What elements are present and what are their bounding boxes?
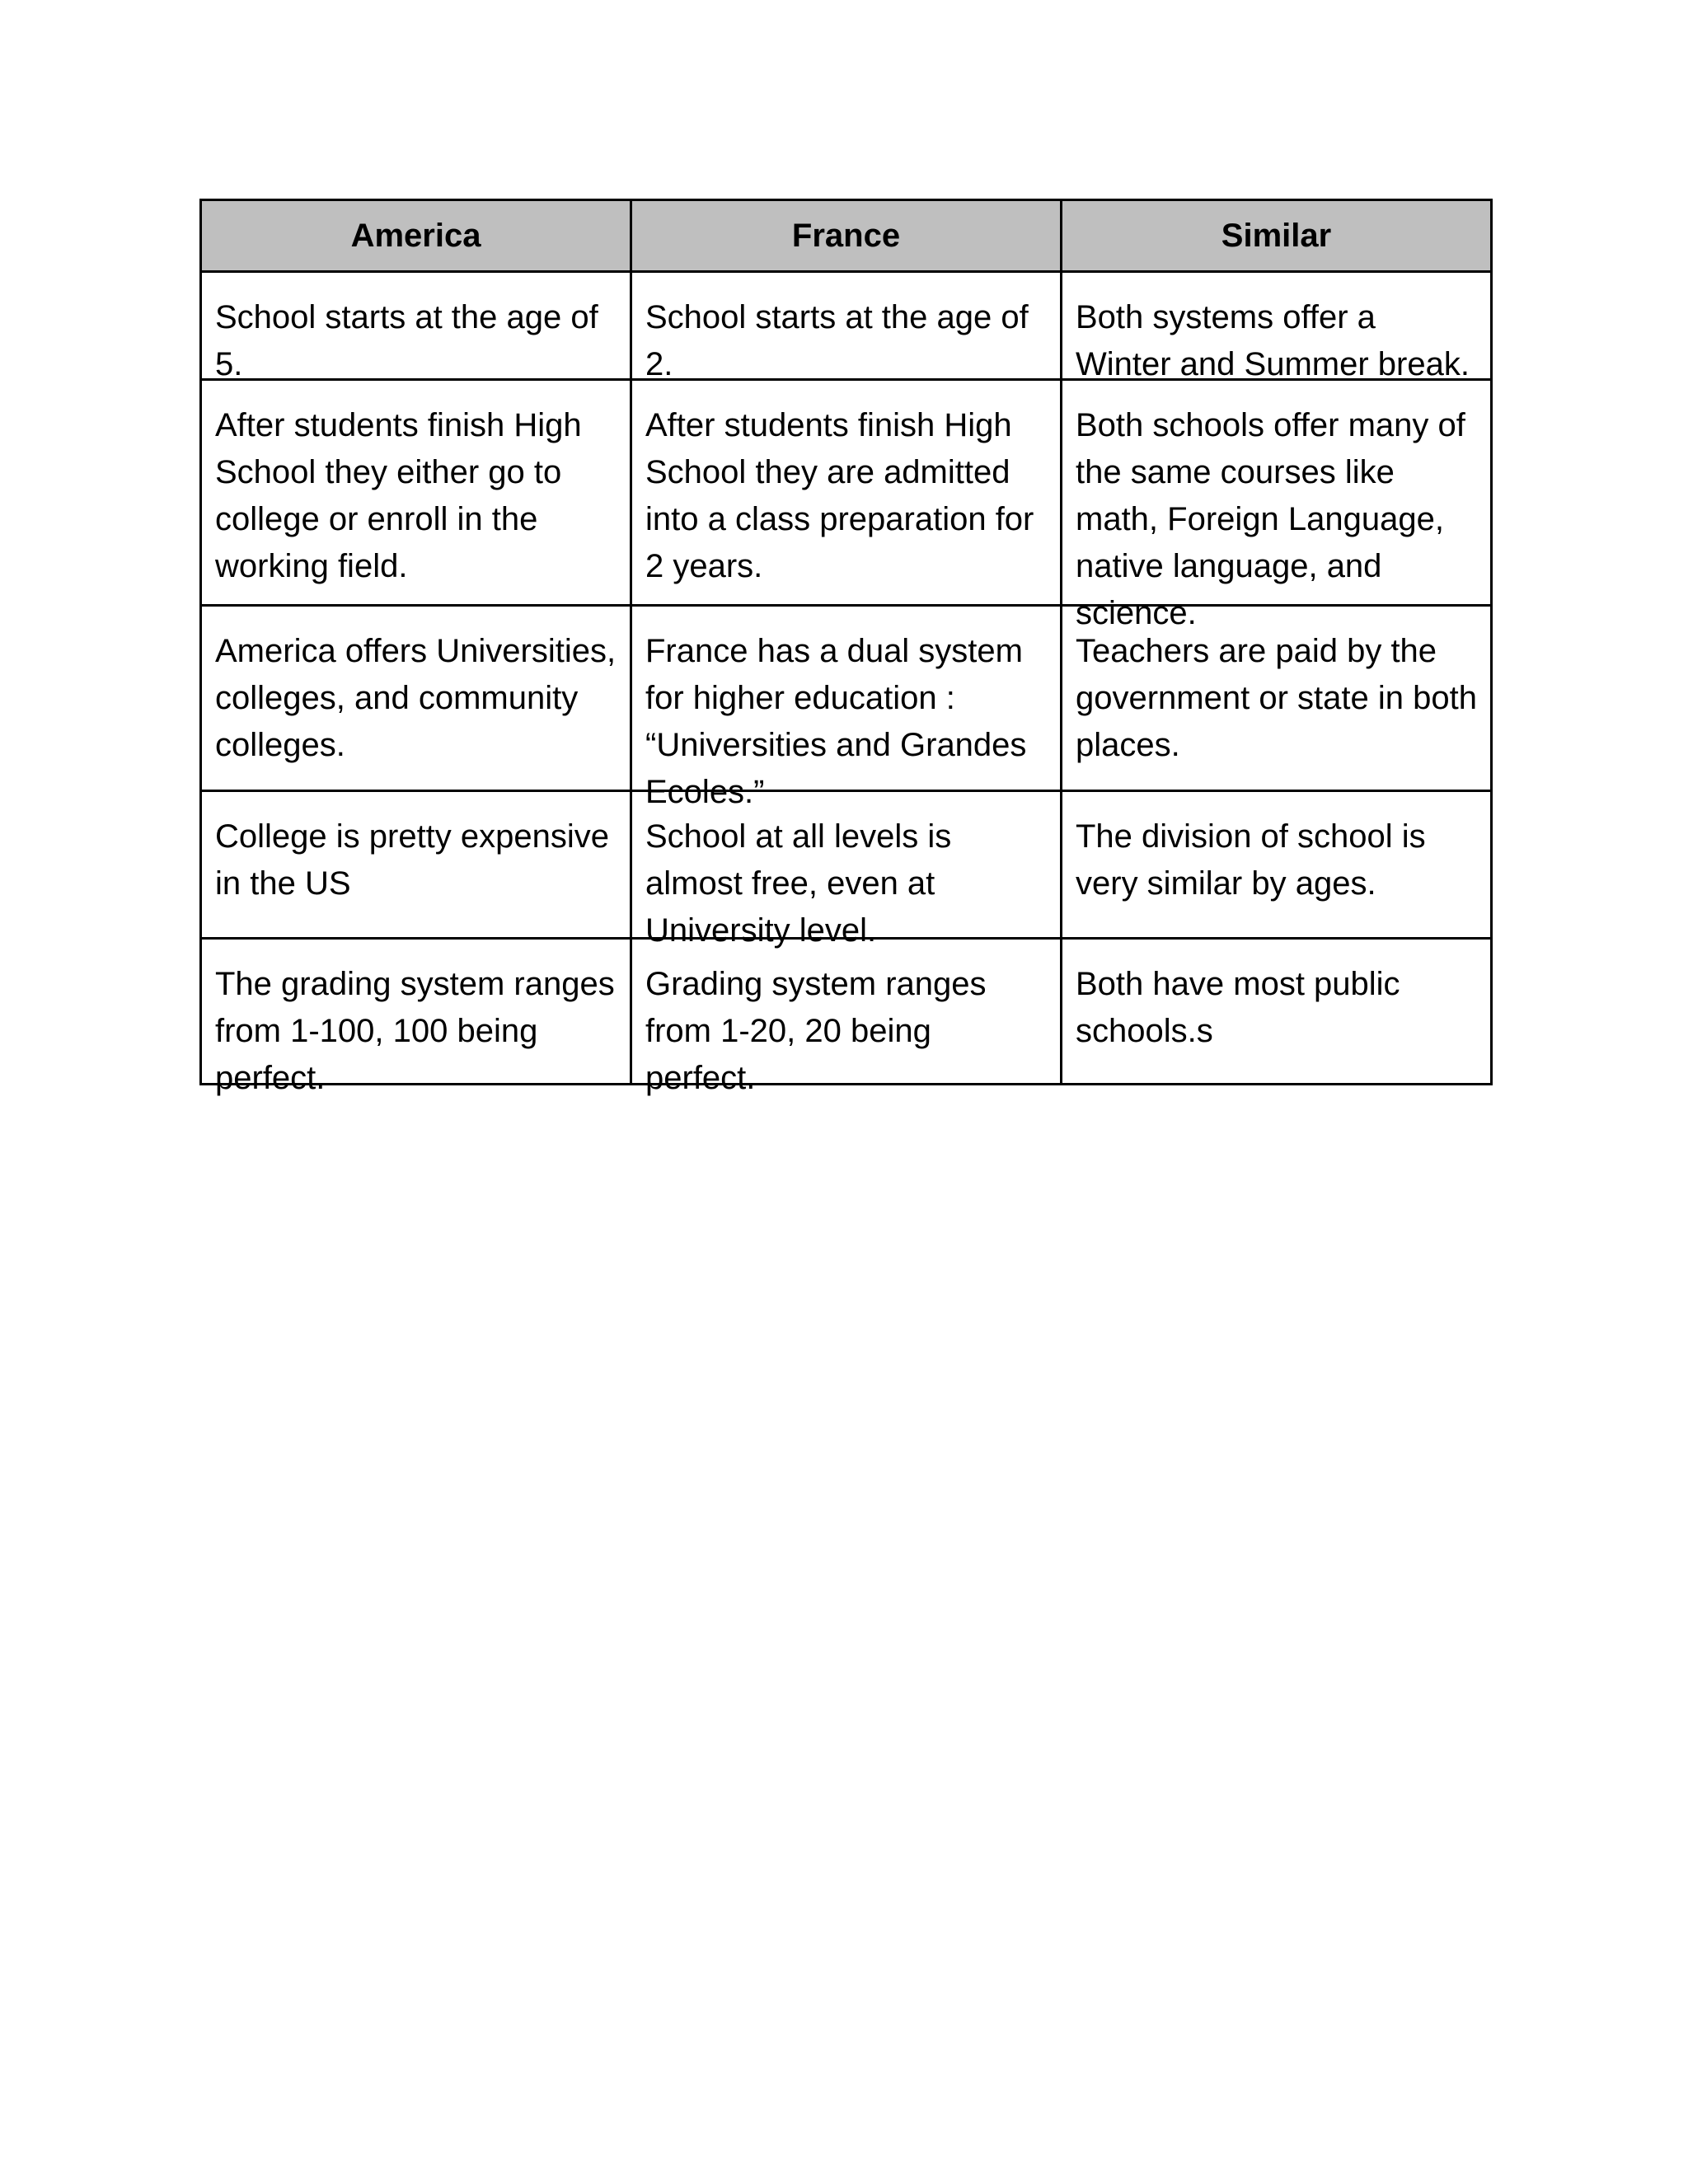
table-cell-america [201, 606, 631, 791]
cell-text: France has a dual system for higher education : “Universities and Grandes Ecoles.” [645, 633, 1027, 810]
cell-text: After students finish High School they are admitted into a class preparation for 2 years. [645, 407, 1034, 584]
table-cell-similar [1062, 791, 1492, 939]
table-cell-america [201, 380, 631, 606]
table-row [201, 939, 1492, 1085]
table-cell-similar [1062, 272, 1492, 380]
table-cell-america [201, 791, 631, 939]
cell-text: After students finish High School they either go to college or enroll in the working field. [215, 407, 582, 584]
table-header-row [201, 200, 1492, 272]
table-cell-france [631, 272, 1062, 380]
table-cell-america [201, 272, 631, 380]
cell-text: The division of school is very similar by ages. [1076, 818, 1426, 902]
cell-text: College is pretty expensive in the US [215, 818, 610, 902]
table-cell-similar [1062, 939, 1492, 1085]
header-america: America [201, 200, 631, 272]
cell-text: Both systems offer a Winter and Summer break. [1076, 299, 1470, 382]
table-cell-similar [1062, 380, 1492, 631]
cell-text: Teachers are paid by the government or state in both places. [1076, 633, 1477, 763]
table-cell-france [631, 380, 1062, 606]
comparison-table [199, 199, 1493, 1096]
table-row [201, 606, 1492, 791]
header-france: France [631, 200, 1062, 272]
cell-text: School starts at the age of 5. [215, 299, 598, 382]
cell-text: America offers Universities, colleges, and community colleges. [215, 633, 617, 763]
cell-text: Both schools offer many of the same courses like math, Foreign Language, native language, and science. [1076, 407, 1465, 631]
table-cell-similar [1062, 606, 1492, 791]
table-row [201, 791, 1492, 939]
cell-text: School at all levels is almost free, even at University level. [645, 818, 952, 949]
header-similar: Similar [1062, 200, 1492, 272]
cell-text: The grading system ranges from 1-100, 100 being perfect. [215, 966, 615, 1096]
table-cell-france [631, 939, 1062, 1096]
table-row [201, 272, 1492, 380]
cell-text: Both have most public schools.s [1076, 966, 1400, 1049]
table-cell-america [201, 939, 631, 1096]
table-cell-france [631, 791, 1062, 949]
table-cell-france [631, 606, 1062, 810]
cell-text: School starts at the age of 2. [645, 299, 1029, 382]
table-row [201, 380, 1492, 606]
cell-text: Grading system ranges from 1-20, 20 being perfect. [645, 966, 987, 1096]
